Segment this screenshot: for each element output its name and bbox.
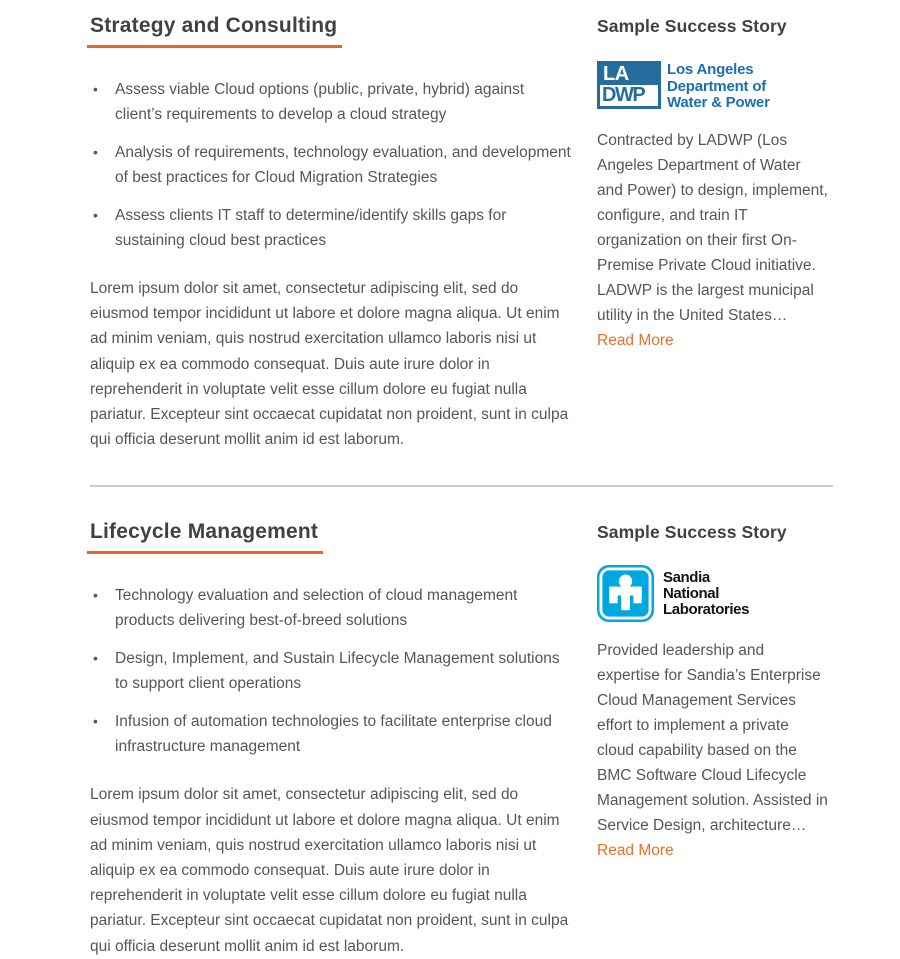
- section-title: Strategy and Consulting: [87, 14, 342, 48]
- sandia-logo-line: Sandia: [663, 569, 710, 587]
- ladwp-logo-line: Los Angeles: [667, 61, 754, 78]
- section-lifecycle-management: [90, 520, 833, 958]
- success-story-panel: [597, 14, 830, 353]
- section-main-column: [90, 520, 573, 958]
- ladwp-logo-abbr-la: LA: [600, 64, 658, 85]
- bullet-item: • Design, Implement, and Sustain Lifecycle Management solutions to support client operations: [90, 646, 573, 696]
- bullet-item: • Assess viable Cloud options (public, private, hybrid) against client’s requirements to develop a cloud strategy: [90, 77, 573, 127]
- ladwp-logo-emblem: [597, 61, 661, 109]
- bullet-list: [90, 583, 573, 759]
- ladwp-logo-line: Water & Power: [667, 94, 770, 111]
- ladwp-logo-wordmark: [667, 61, 770, 112]
- sandia-logo: [597, 565, 830, 622]
- ladwp-logo-abbr-dwp: DWP: [600, 85, 658, 106]
- read-more-link[interactable]: Read More: [597, 331, 674, 349]
- section-strategy-and-consulting: [90, 14, 833, 452]
- success-story-heading: Sample Success Story: [597, 16, 787, 36]
- read-more-link[interactable]: Read More: [597, 842, 674, 860]
- sandia-logo-wordmark: [663, 565, 749, 618]
- bullet-item: • Infusion of automation technologies to facilitate enterprise cloud infrastructure management: [90, 709, 573, 759]
- bullet-list: [90, 77, 573, 253]
- section-main-column: [90, 14, 573, 452]
- section-divider: [90, 485, 833, 487]
- sandia-thunderbird-icon: [597, 565, 654, 622]
- body-paragraph: Lorem ipsum dolor sit amet, consectetur adipiscing elit, sed do eiusmod tempor incididunt ut labore et dolore magna aliqua. Ut enim ad minim veniam, quis nostrud exercitation ullamco laboris nisi ut aliquip ex ea commodo consequat. Duis aute irure dolor in reprehenderit in voluptate velit esse cillum dolore eu fugiat nulla pariatur. Excepteur sint occaecat cupidatat non proident, sunt in culpa qui officia deserunt mollit anim id est laborum.: [90, 786, 569, 955]
- sandia-logo-line: Laboratories: [663, 601, 750, 619]
- ladwp-logo-line: Department of: [667, 77, 767, 95]
- bullet-item: • Analysis of requirements, technology evaluation, and development of best practices for Cloud Migration Strategies: [90, 140, 573, 190]
- success-story-text: Contracted by LADWP (Los Angeles Department of Water and Power) to design, implement, configure, and train IT organization on their first On-Premise Private Cloud initiative. LADWP is the largest municipal utility in the United States…: [597, 131, 828, 324]
- section-title: Lifecycle Management: [87, 520, 323, 554]
- bullet-item: • Technology evaluation and selection of cloud management products delivering best-of-breed solutions: [90, 583, 573, 633]
- success-story-text: Provided leadership and expertise for Sandia’s Enterprise Cloud Management Services effort to implement a private cloud capability based on the BMC Software Cloud Lifecycle Management solution. Assisted in Service Design, architecture…: [597, 642, 828, 835]
- ladwp-logo: [597, 61, 830, 112]
- bullet-item: • Assess clients IT staff to determine/identify skills gaps for sustaining cloud best practices: [90, 203, 573, 253]
- success-story-panel: [597, 520, 830, 863]
- sandia-logo-line: National: [663, 585, 719, 603]
- body-paragraph: Lorem ipsum dolor sit amet, consectetur adipiscing elit, sed do eiusmod tempor incididunt ut labore et dolore magna aliqua. Ut enim ad minim veniam, quis nostrud exercitation ullamco laboris nisi ut aliquip ex ea commodo consequat. Duis aute irure dolor in reprehenderit in voluptate velit esse cillum dolore eu fugiat nulla pariatur. Excepteur sint occaecat cupidatat non proident, sunt in culpa qui officia deserunt mollit anim id est laborum.: [90, 280, 569, 449]
- success-story-heading: Sample Success Story: [597, 522, 787, 543]
